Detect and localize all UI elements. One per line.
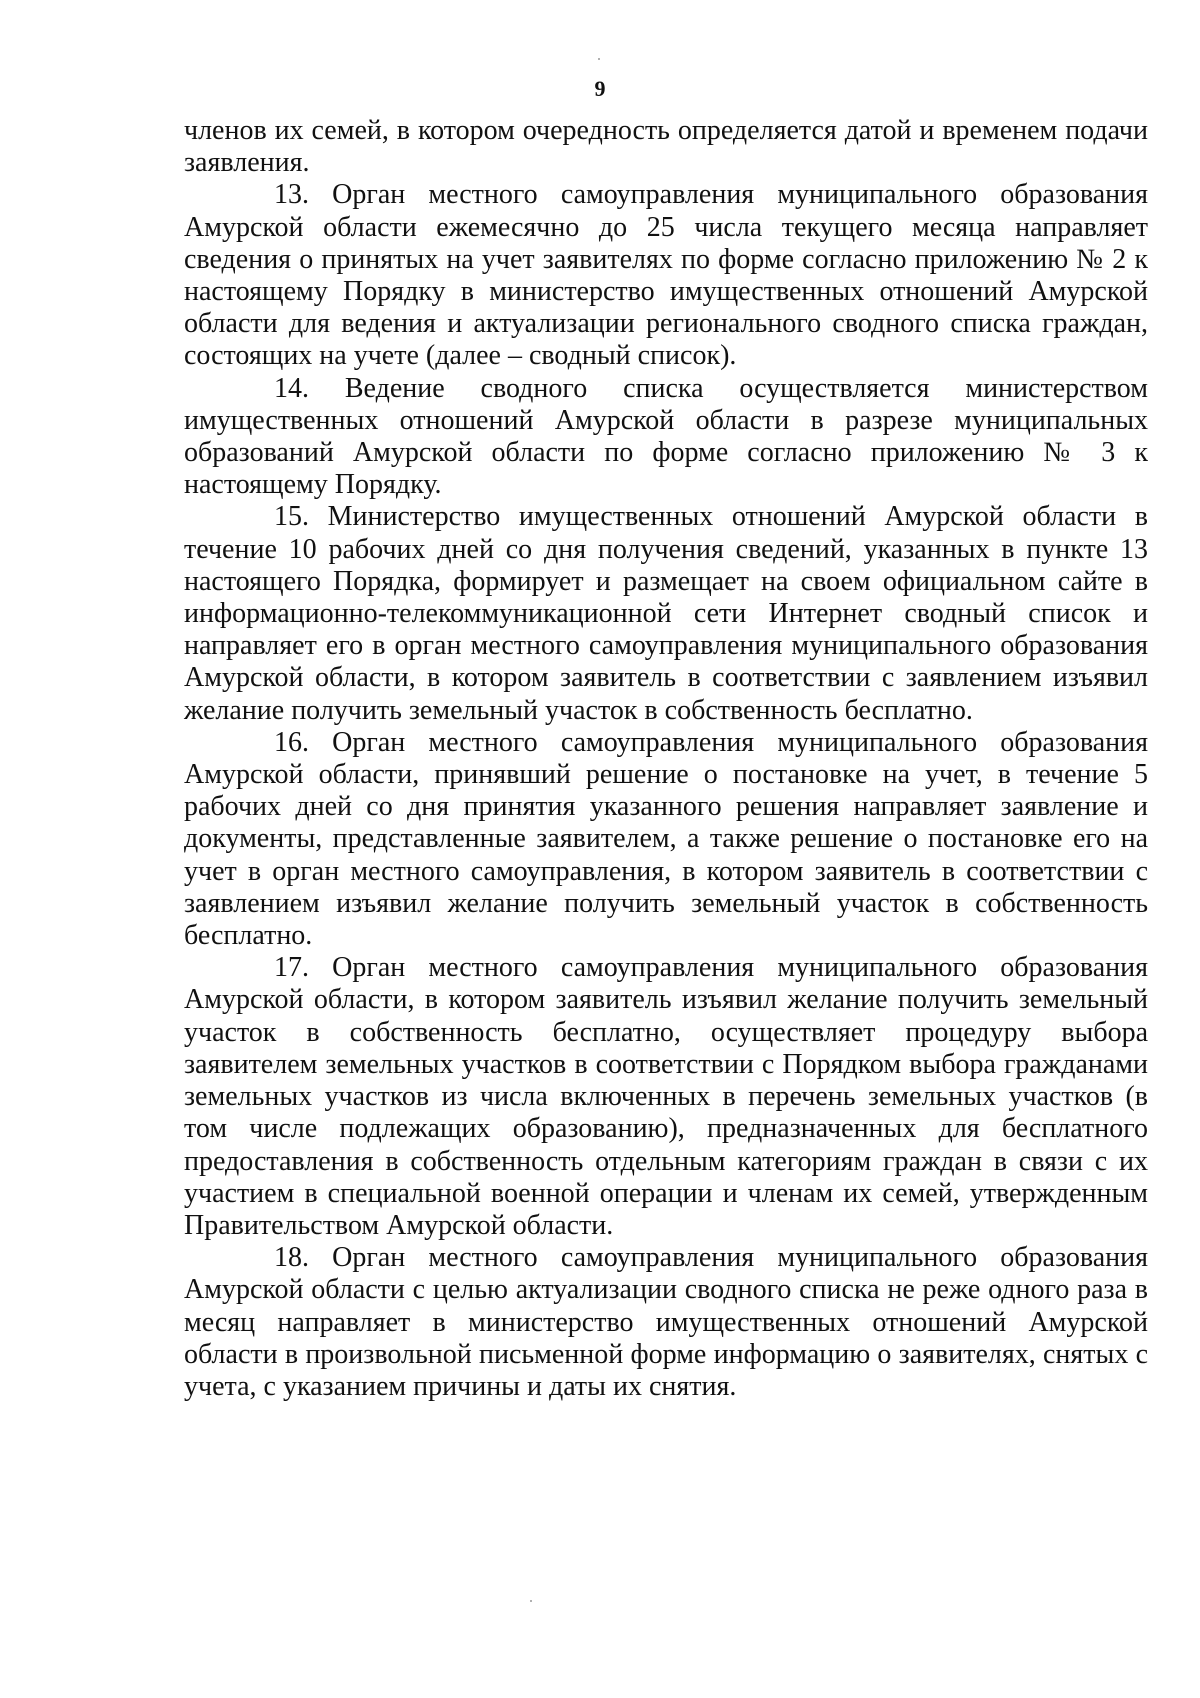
paragraph-item-17: 17. Орган местного самоуправления муниципального образования Амурской области, в котором заявитель изъявил желание получить земельный участок в собственность бесплатно, осуществляет процедуру выбора заявителем земельных участков в соответствии с Порядком выбора гражданами земельных участков из числа включенных в перечень земельных участков (в том числе подлежащих образованию), предназначенных для бесплатного предоставления в собственность отдельным категориям граждан в связи с их участием в специальной военной операции и членам их семей, утвержденным Правительством Амурской области.: [184, 952, 1148, 1241]
scan-artifact-dot: [598, 58, 600, 60]
paragraph-item-13: 13. Орган местного самоуправления муниципального образования Амурской области ежемесячно до 25 числа текущего месяца направляет сведения о принятых на учет заявителях по форме согласно приложению № 2 к настоящему Порядку в министерство имущественных отношений Амурской области для ведения и актуализации регионального сводного списка граждан, состоящих на учете (далее – сводный список).: [184, 179, 1148, 372]
paragraph-item-14: 14. Ведение сводного списка осуществляется министерством имущественных отношений Амурской области в разрезе муниципальных образований Амурской области по форме согласно приложению № 3 к настоящему Порядку.: [184, 372, 1148, 501]
paragraph-item-16: 16. Орган местного самоуправления муниципального образования Амурской области, принявший решение о постановке на учет, в течение 5 рабочих дней со дня принятия указанного решения направляет заявление и документы, представленные заявителем, а также решение о постановке его на учет в орган местного самоуправления, в котором заявитель в соответствии с заявлением изъявил желание получить земельный участок в собственность бесплатно.: [184, 726, 1148, 952]
paragraph-continuation: членов их семей, в котором очередность определяется датой и временем подачи заявления.: [184, 115, 1148, 179]
page-number: 9: [594, 76, 606, 101]
document-body: [184, 115, 1148, 1403]
paragraph-item-18: 18. Орган местного самоуправления муниципального образования Амурской области с целью актуализации сводного списка не реже одного раза в месяц направляет в министерство имущественных отношений Амурской области в произвольной письменной форме информацию о заявителях, снятых с учета, с указанием причины и даты их снятия.: [184, 1242, 1148, 1402]
scan-artifact-dot: [530, 1600, 532, 1602]
paragraph-item-15: 15. Министерство имущественных отношений Амурской области в течение 10 рабочих дней со дня получения сведений, указанных в пункте 13 настоящего Порядка, формирует и размещает на своем официальном сайте в информационно-телекоммуникационной сети Интернет сводный список и направляет его в орган местного самоуправления муниципального образования Амурской области, в котором заявитель в соответствии с заявлением изъявил желание получить земельный участок в собственность бесплатно.: [184, 501, 1148, 726]
